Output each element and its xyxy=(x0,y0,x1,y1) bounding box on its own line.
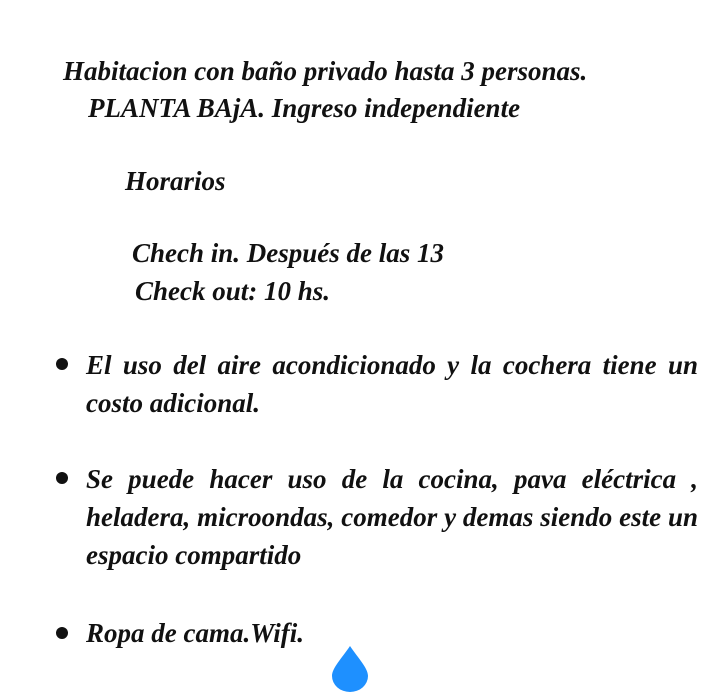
list-item: El uso del aire acondicionado y la cochera tiene un costo adicional. xyxy=(86,350,698,418)
bullet-dot-icon xyxy=(56,358,68,370)
bullet-dot-icon xyxy=(56,472,68,484)
title-line-2: PLANTA BAjA. Ingreso independiente xyxy=(88,93,521,123)
water-drop-icon xyxy=(330,644,370,692)
list-item: Ropa de cama.Wifi. xyxy=(86,618,304,648)
checkin-time: Chech in. Después de las 13 xyxy=(132,238,445,268)
checkout-time: Check out: 10 hs. xyxy=(135,276,331,306)
schedule-heading: Horarios xyxy=(125,166,226,196)
bullet-dot-icon xyxy=(56,627,68,639)
list-item: Se puede hacer uso de la cocina, pava eléctrica , heladera, microondas, comedor y demas siendo este un espacio compartido xyxy=(86,464,698,570)
title-line-1: Habitacion con baño privado hasta 3 personas. xyxy=(63,56,588,86)
